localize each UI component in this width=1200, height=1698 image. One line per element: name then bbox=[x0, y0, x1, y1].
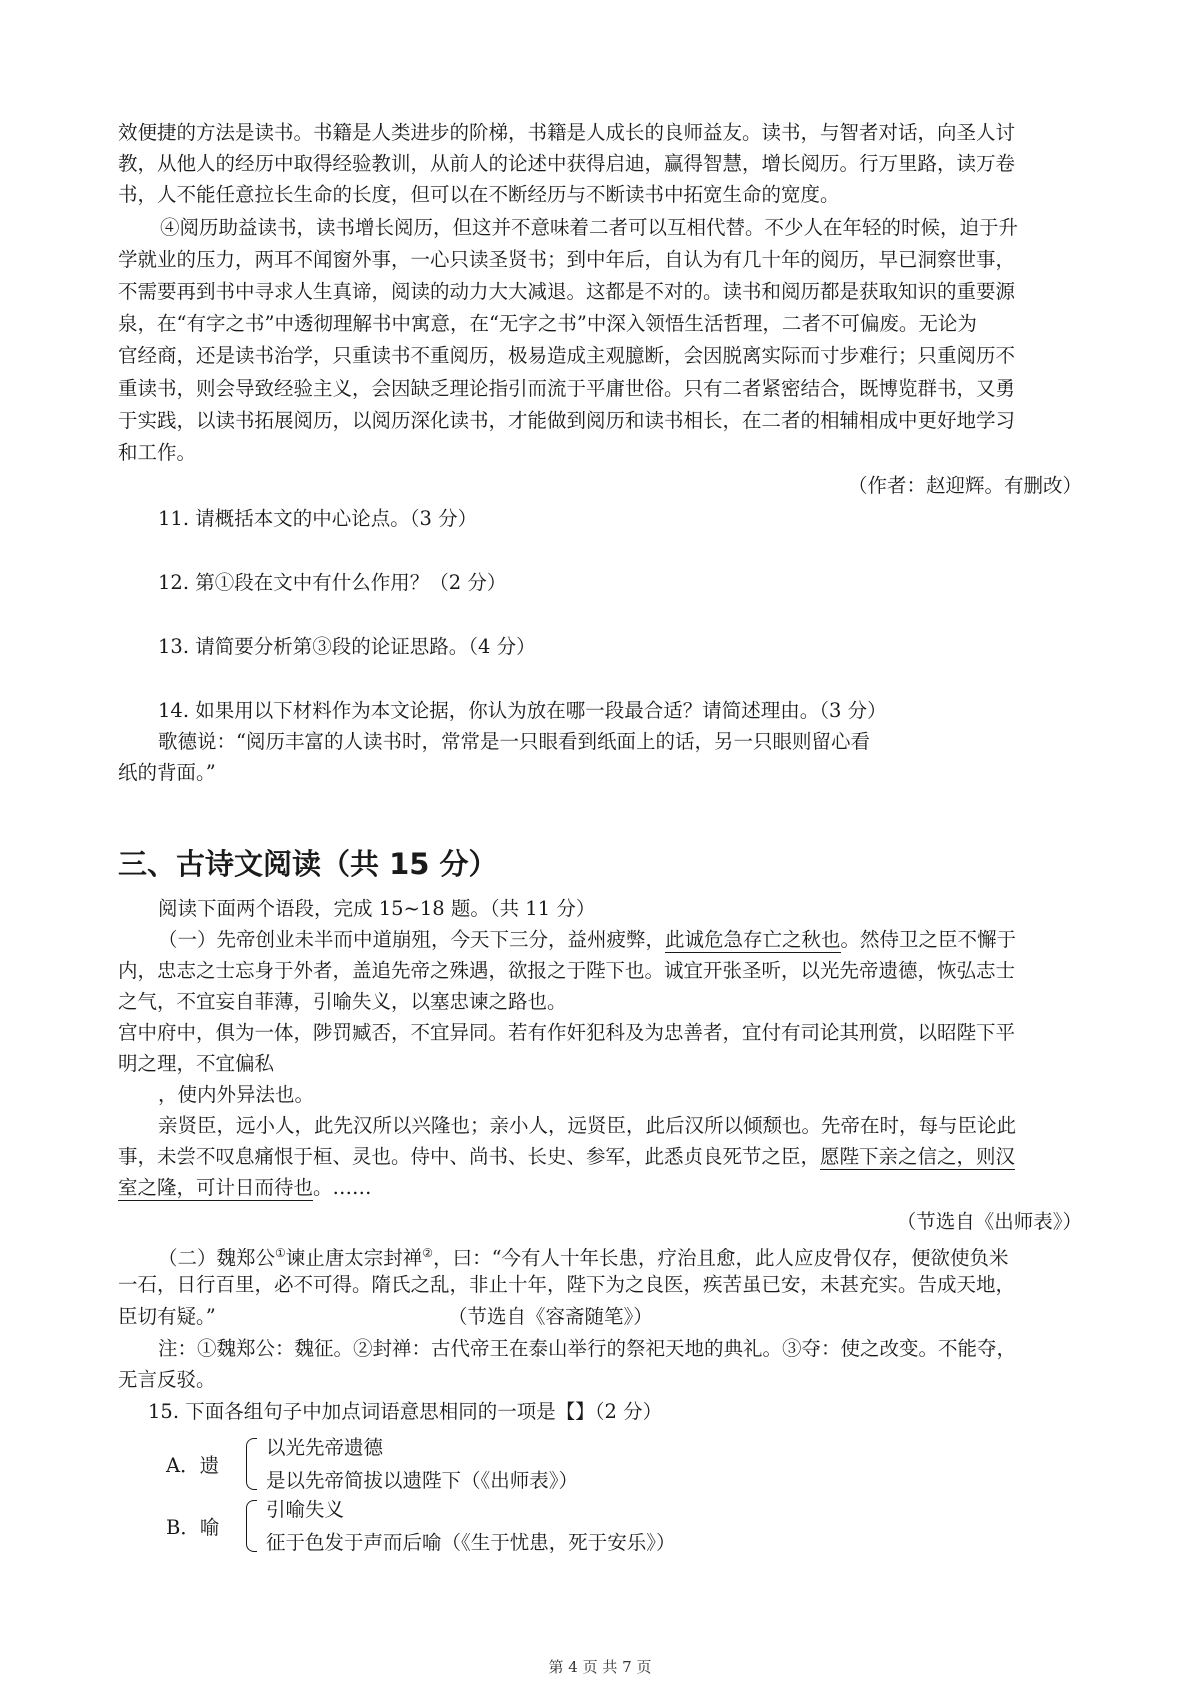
passage-line: 书，人不能任意拉长生命的长度，但可以在不断经历与不断读书中拓宽生命的宽度。 bbox=[118, 183, 840, 206]
paragraph-4-line: 泉，在“有字之书”中透彻理解书中寓意，在“无字之书”中深入领悟生活哲理，二者不可偏废。无论为 bbox=[118, 312, 977, 335]
text-segment: 事，未尝不叹息痛恨于桓、灵也。侍中、尚书、长史、参军，此悉贞良死节之臣， bbox=[118, 1145, 821, 1168]
underlined-sentence: 此诚危急存亡之秋也 bbox=[665, 928, 841, 951]
question-13: 13. 请简要分析第③段的论证思路。（4 分） bbox=[158, 635, 536, 658]
page-footer: 第 4 页 共 7 页 bbox=[548, 1658, 652, 1676]
text-segment: 谏止唐太宗封禅 bbox=[285, 1246, 423, 1270]
section-intro: 阅读下面两个语段，完成 15~18 题。（共 11 分） bbox=[158, 897, 596, 920]
underlined-sentence: 室之隆，可计日而待也 bbox=[118, 1176, 314, 1199]
classical-text-1-line: 宫中府中，俱为一体，陟罚臧否，不宜异同。若有作奸犯科及为忠善者，宜付有司论其刑赏，以昭陛下平 bbox=[118, 1021, 1016, 1044]
annotation-note: 注：①魏郑公：魏征。②封禅：古代帝王在泰山举行的祭祀天地的典礼。③夺：使之改变。不能夺， bbox=[158, 1337, 1017, 1360]
classical-text-1-line: ，使内外异法也。 bbox=[158, 1083, 315, 1106]
question-12: 12. 第①段在文中有什么作用？（2 分） bbox=[158, 571, 507, 594]
question-14-material: 纸的背面。” bbox=[118, 761, 216, 784]
paragraph-4-line: 重读书，则会导致经验主义，会因缺乏理论指引而流于平庸世俗。只有二者紧密结合，既博览群书，又勇 bbox=[118, 377, 1016, 400]
passage-line: 效便捷的方法是读书。书籍是人类进步的阶梯，书籍是人成长的良师益友。读书，与智者对话，向圣人讨 bbox=[118, 121, 1016, 144]
option-b-label: B．喻 bbox=[166, 1516, 220, 1539]
classical-text-2-line: 臣切有疑。” bbox=[118, 1305, 216, 1328]
option-a-sentence-1: 以光先帝遗德 bbox=[266, 1436, 384, 1459]
classical-text-1-line: 明之理，不宜偏私 bbox=[118, 1052, 275, 1075]
question-14: 14. 如果用以下材料作为本文论据，你认为放在哪一段最合适？请简述理由。（3 分） bbox=[158, 699, 887, 722]
passage-line: 教，从他人的经历中取得经验教训，从前人的论述中获得启迪，赢得智慧，增长阅历。行万里路，读万卷 bbox=[118, 152, 1016, 175]
text-segment: ，曰：“今有人十年长患，疗治且愈，此人应皮骨仅存，便欲使负米 bbox=[433, 1246, 1009, 1270]
classical-text-2-line bbox=[158, 1241, 1009, 1271]
text-segment: （一）先帝创业未半而中道崩殂，今天下三分，益州疲弊， bbox=[158, 928, 666, 951]
classical-text-1-line: 亲贤臣，远小人，此先汉所以兴隆也；亲小人，远贤臣，此后汉所以倾颓也。先帝在时，每与臣论此 bbox=[158, 1114, 1017, 1137]
text-segment: 。然侍卫之臣不懈于 bbox=[840, 928, 1017, 951]
option-a-label: A．遗 bbox=[166, 1454, 220, 1477]
classical-text-1-line bbox=[118, 1176, 372, 1200]
classical-text-1-line: 内，忠志之士忘身于外者，盖追先帝之殊遇，欲报之于陛下也。诚宜开张圣听，以光先帝遗德，恢弘志士 bbox=[118, 959, 1016, 982]
classical-text-1-line bbox=[118, 1145, 1015, 1169]
annotation-note: 无言反驳。 bbox=[118, 1368, 216, 1391]
paragraph-4-line: 学就业的压力，两耳不闻窗外事，一心只读圣贤书；到中年后，自认为有几十年的阅历，早已洞察世事， bbox=[118, 248, 1016, 271]
paragraph-4-line: ④阅历助益读书，读书增长阅历，但这并不意味着二者可以互相代替。不少人在年轻的时候，迫于升 bbox=[160, 216, 1019, 239]
passage-source: （作者：赵迎辉。有删改） bbox=[847, 474, 1082, 497]
classical-text-1-line: 之气，不宜妄自菲薄，引喻失义，以塞忠谏之路也。 bbox=[118, 990, 567, 1013]
text-segment: 。…… bbox=[313, 1176, 372, 1199]
question-14-material: 歌德说：“阅历丰富的人读书时，常常是一只眼看到纸面上的话，另一只眼则留心看 bbox=[158, 730, 870, 753]
underlined-sentence: 愿陛下亲之信之，则汉 bbox=[820, 1145, 1016, 1168]
text-segment: （二）魏郑公 bbox=[158, 1246, 276, 1270]
paragraph-4-line: 官经商，还是读书治学，只重读书不重阅历，极易造成主观臆断，会因脱离实际而寸步难行；只重阅历不 bbox=[118, 344, 1016, 367]
section-heading: 三、古诗文阅读（共 15 分） bbox=[118, 847, 498, 881]
classical-text-1-line bbox=[158, 928, 1016, 952]
option-a-sentence-2: 是以先帝简拔以遗陛下（《出师表》） bbox=[266, 1469, 579, 1492]
question-11: 11. 请概括本文的中心论点。（3 分） bbox=[158, 507, 478, 530]
brace-icon bbox=[246, 1438, 257, 1490]
option-b-sentence-2: 征于色发于声而后喻（《生于忧患，死于安乐》） bbox=[266, 1531, 676, 1554]
footnote-marker: ② bbox=[422, 1246, 434, 1260]
text-2-source: （节选自《容斋随笔》） bbox=[448, 1305, 653, 1328]
classical-text-2-line: 一石，日行百里，必不可得。隋氏之乱，非止十年，陛下为之良医，疾苦虽已安，未甚充实。告成天地， bbox=[118, 1273, 1016, 1296]
paragraph-4-line: 于实践，以读书拓展阅历，以阅历深化读书，才能做到阅历和读书相长，在二者的相辅相成中更好地学习 bbox=[118, 409, 1016, 432]
footnote-marker: ① bbox=[275, 1246, 286, 1260]
option-b-sentence-1: 引喻失义 bbox=[266, 1498, 345, 1521]
question-15: 15. 下面各组句子中加点词语意思相同的一项是【】（2 分） bbox=[148, 1400, 663, 1423]
paragraph-4-line: 和工作。 bbox=[118, 441, 197, 464]
paragraph-4-line: 不需要再到书中寻求人生真谛，阅读的动力大大减退。这都是不对的。读书和阅历都是获取知识的重要源 bbox=[118, 280, 1016, 303]
text-1-source: （节选自《出师表》） bbox=[896, 1210, 1082, 1233]
brace-icon bbox=[246, 1500, 257, 1552]
